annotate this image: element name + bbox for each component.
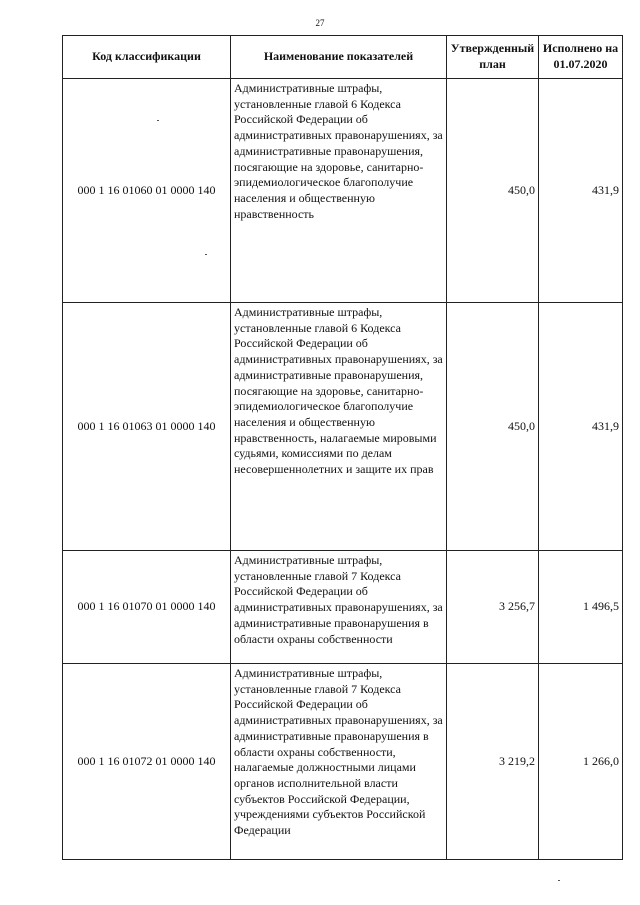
row-executed: 1 266,0	[539, 664, 623, 860]
header-code: Код классификации	[63, 36, 231, 79]
row-plan: 450,0	[447, 303, 539, 551]
row-plan: 450,0	[447, 79, 539, 303]
row-executed: 431,9	[539, 79, 623, 303]
budget-table	[62, 35, 623, 860]
row-code: 000 1 16 01060 01 0000 140	[63, 79, 231, 303]
table-header-row	[63, 36, 623, 79]
row-executed: 431,9	[539, 303, 623, 551]
row-code: 000 1 16 01072 01 0000 140	[63, 664, 231, 860]
row-name: Административные штрафы, установленные главой 6 Кодекса Российской Федерации об административных правонарушениях, за административные правонарушения, посягающие на здоровье, санитарно-эпидемиологическое благополучие населения и общественную нравственность, налагаемые мировыми судьями, комиссиями по делам несовершеннолетних и защите их прав	[231, 303, 447, 551]
row-code: 000 1 16 01063 01 0000 140	[63, 303, 231, 551]
row-plan: 3 219,2	[447, 664, 539, 860]
table-row	[63, 551, 623, 664]
scan-speck	[205, 254, 207, 255]
row-name: Административные штрафы, установленные главой 6 Кодекса Российской Федерации об административных правонарушениях, за административные правонарушения, посягающие на здоровье, санитарно-эпидемиологическое благополучие населения и общественную нравственность	[231, 79, 447, 303]
row-name: Административные штрафы, установленные главой 7 Кодекса Российской Федерации об административных правонарушениях, за административные правонарушения в области охраны собственности, налагаемые должностными лицами органов исполнительной власти субъектов Российской Федерации, учреждениями субъектов Российской Федерации	[231, 664, 447, 860]
row-executed: 1 496,5	[539, 551, 623, 664]
table-row	[63, 664, 623, 860]
scan-speck	[558, 880, 560, 881]
page-number: 27	[315, 18, 325, 28]
row-name: Административные штрафы, установленные главой 7 Кодекса Российской Федерации об административных правонарушениях, за административные правонарушения в области охраны собственности	[231, 551, 447, 664]
header-executed: Исполнено на 01.07.2020	[539, 36, 623, 79]
table-row	[63, 303, 623, 551]
row-code: 000 1 16 01070 01 0000 140	[63, 551, 231, 664]
header-name: Наименование показателей	[231, 36, 447, 79]
scan-speck	[157, 120, 159, 121]
table-row	[63, 79, 623, 303]
row-plan: 3 256,7	[447, 551, 539, 664]
header-plan: Утвержденный план	[447, 36, 539, 79]
